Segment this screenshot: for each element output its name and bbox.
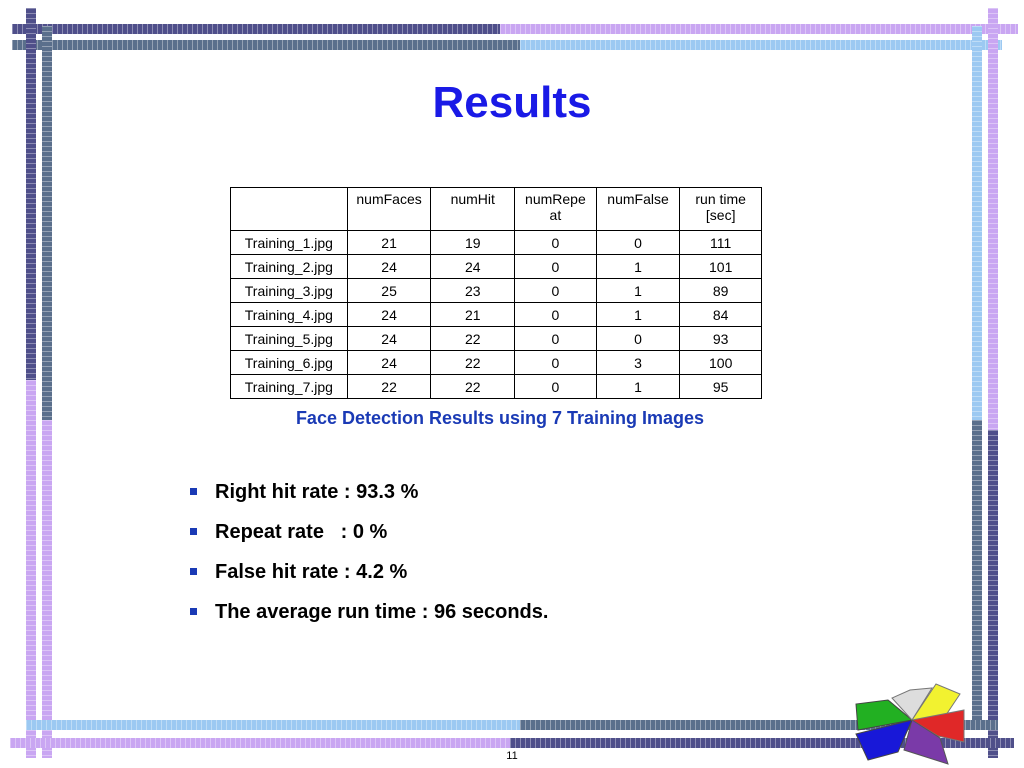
table-row (231, 279, 762, 303)
table-row (231, 327, 762, 351)
table-cell: 22 (347, 375, 431, 399)
table-header-cell: numRepe at (515, 188, 597, 231)
table-cell: 22 (431, 327, 515, 351)
square-bullet-icon (190, 488, 197, 495)
frame-bar-left-inner-accent (42, 420, 52, 758)
table-row-label: Training_4.jpg (231, 303, 348, 327)
table-cell: 0 (515, 255, 597, 279)
table-cell: 22 (431, 375, 515, 399)
table-row (231, 375, 762, 399)
table-caption: Face Detection Results using 7 Training Images (295, 408, 705, 428)
list-item (190, 558, 548, 598)
table-cell: 22 (431, 351, 515, 375)
table-cell: 111 (680, 231, 762, 255)
table-cell: 0 (596, 327, 680, 351)
table-cell: 101 (680, 255, 762, 279)
frame-bar-left-accent (26, 380, 36, 758)
list-item-text: Repeat rate : 0 % (215, 521, 388, 543)
table-cell: 21 (347, 231, 431, 255)
table-header-cell: numHit (431, 188, 515, 231)
slide-title: Results (432, 78, 592, 127)
table-row-label: Training_3.jpg (231, 279, 348, 303)
table-cell: 24 (347, 327, 431, 351)
table-cell: 24 (347, 303, 431, 327)
table-header-cell (231, 188, 348, 231)
list-item (190, 598, 548, 638)
table-cell: 23 (431, 279, 515, 303)
table-row (231, 255, 762, 279)
page-number: 11 (506, 750, 518, 762)
square-bullet-icon (190, 608, 197, 615)
table-cell: 1 (596, 375, 680, 399)
table-cell: 19 (431, 231, 515, 255)
table-cell: 24 (347, 255, 431, 279)
table-cell: 1 (596, 255, 680, 279)
table-row (231, 231, 762, 255)
frame-bar-right-outer-lower (988, 430, 998, 758)
table-cell: 0 (515, 279, 597, 303)
frame-bar-top-accent (500, 24, 1018, 34)
table-cell: 0 (515, 327, 597, 351)
table-row (231, 351, 762, 375)
table-cell: 0 (515, 375, 597, 399)
bullet-list (190, 478, 548, 638)
table-cell: 1 (596, 279, 680, 303)
table-cell: 3 (596, 351, 680, 375)
table-cell: 24 (431, 255, 515, 279)
table-row-label: Training_2.jpg (231, 255, 348, 279)
list-item-text: The average run time : 96 seconds. (215, 601, 549, 623)
frame-bar-top-inner-accent (520, 40, 1002, 50)
table-row-label: Training_5.jpg (231, 327, 348, 351)
list-item (190, 518, 548, 558)
table-row-label: Training_1.jpg (231, 231, 348, 255)
list-item (190, 478, 548, 518)
table-row-label: Training_6.jpg (231, 351, 348, 375)
table-cell: 0 (596, 231, 680, 255)
table-cell: 89 (680, 279, 762, 303)
table-cell: 0 (515, 231, 597, 255)
table-cell: 84 (680, 303, 762, 327)
table-cell: 1 (596, 303, 680, 327)
table-cell: 25 (347, 279, 431, 303)
table-row-label: Training_7.jpg (231, 375, 348, 399)
results-table (230, 187, 762, 399)
list-item-text: Right hit rate : 93.3 % (215, 481, 419, 503)
table-cell: 95 (680, 375, 762, 399)
table-header-row (231, 188, 762, 231)
table-header-cell: numFalse (596, 188, 680, 231)
list-item-text: False hit rate : 4.2 % (215, 561, 408, 583)
table-cell: 0 (515, 351, 597, 375)
table-cell: 100 (680, 351, 762, 375)
frame-bar-right-inner-lower (972, 420, 982, 730)
table-cell: 24 (347, 351, 431, 375)
table-cell: 0 (515, 303, 597, 327)
table-row (231, 303, 762, 327)
square-bullet-icon (190, 568, 197, 575)
table-cell: 21 (431, 303, 515, 327)
square-bullet-icon (190, 528, 197, 535)
table-header-cell: numFaces (347, 188, 431, 231)
table-header-cell: run time [sec] (680, 188, 762, 231)
table-cell: 93 (680, 327, 762, 351)
